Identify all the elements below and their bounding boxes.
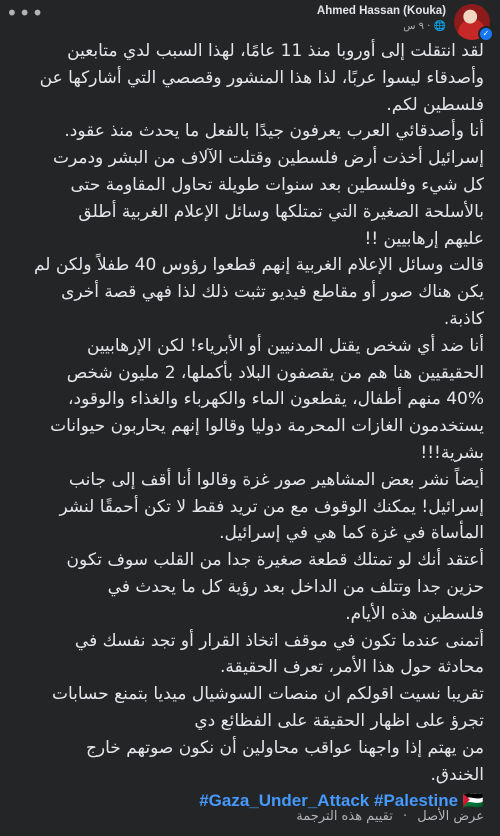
paragraph-1: لقد انتقلت إلى أوروبا منذ 11 عامًا، لهذا السبب لدي متابعين وأصدقاء ليسوا عربًا، لذا هذا المنشور وقصصي التي أشاركها عن فلسطين لكم. [39,41,484,115]
post-body [8,38,484,814]
paragraph-8: تقريبا نسيت اقولكم ان منصات السوشيال ميديا بتمنع حسابات تجرؤ على اظهار الحقيقة على الفظائع دي [51,684,484,731]
paragraph-5: أيضاً نشر بعض المشاهير صور غزة وقالوا أنا أقف إلى جانب إسرائيل! يمكنك الوقوف مع من تريد فقط لا تكن أحمقًا لنشر المأساة في غزة كما هي في إسرائيل. [59,469,484,544]
author-name[interactable]: Ahmed Hassan (Kouka) [316,5,446,17]
paragraph-9: من يهتم إذا واجهنا عواقب محاولين أن نكون صوتهم خارج الخندق. [85,737,484,785]
see-original-link[interactable]: عرض الأصل [417,809,484,824]
post-header [0,0,500,40]
post-timestamp[interactable]: ٩ س [403,21,424,32]
globe-icon: 🌐 [433,21,446,32]
more-options-icon[interactable]: ••• [6,1,45,25]
rate-translation-link[interactable]: تقييم هذه الترجمة [296,809,393,824]
paragraph-2: أنا وأصدقائي العرب يعرفون جيدًا بالفعل ما يحدث منذ عقود. إسرائيل أخذت أرض فلسطين وقتلت الآلاف من البشر ودمرت كل شيء وفلسطين بعد سنوات طويلة تحاول المقاومة حتى بالأسلحة الصغيرة التي تمتلكها وسائل الإعلام الغربية أطلق عليهم إرهابيين !! [52,121,484,249]
dot-separator: · [424,21,431,32]
footer-separator: · [403,809,408,824]
hashtags-link[interactable]: #Gaza_Under_Attack #Palestine [199,791,459,811]
verified-badge-icon: ✓ [478,26,494,42]
post-meta [403,21,446,32]
translation-footer [296,809,484,824]
palestine-flag-icon: 🇵🇸 [462,791,484,811]
paragraph-7: أتمنى عندما تكون في موقف اتخاذ القرار أو تجد نفسك في محادثة حول هذا الأمر، تعرف الحقيقة. [74,630,484,678]
paragraph-4: أنا ضد أي شخص يقتل المدنيين أو الأبرياء! لكن الإرهابيين الحقيقيين هنا هم من يقصفون البلاد بأكملها، 2 مليون شخص 40% منهم أطفال، يقطعون الماء والكهرباء والغذاء والوقود، يستخدمون الغازات المحرمة دوليا وقالوا إنهم يحاربون حيوانات بشرية!!! [50,335,484,463]
paragraph-3: قالت وسائل الإعلام الغربية إنهم قطعوا رؤوس 40 طفلاً ولكن لم يكن هناك صور أو مقاطع فيديو تثبت ذلك لذا فهي قصة أخرى كاذبة. [33,255,484,329]
paragraph-6: أعتقد أنك لو تمتلك قطعة صغيرة جدا من القلب سوف تكون حزين جدا وتتلف من الداخل بعد رؤية كل ما يحدث في فلسطين هذه الأيام. [66,550,484,624]
